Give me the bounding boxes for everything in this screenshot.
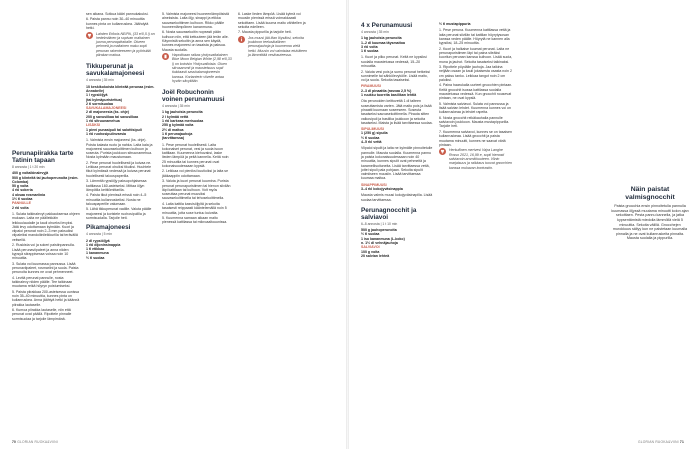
ingredient: 10 keskikokoista kiinteää perunaa (esim. Annabelle) [86,84,155,93]
recipe-title: 4 x Perunamuusi [361,22,413,29]
instruction-step: 1. Kuori ja pilko perunat. Keitä ne kypsiksi suolalla maustetussa vedessä, 15–20 minuuttia. [361,55,427,69]
ingredient: 500 g kiinteitä tai jauhoperunoita (esim. Colomba) [12,175,79,184]
instruction-step: 2. Leikkaa voi pieniksi kuutioiksi ja laita se jääkaappiin odottamaan. [162,169,229,178]
ingredient: 100 g voita [361,249,380,254]
page-footer [12,440,58,444]
ingredient: 1 rkl ruohosipulinvarsia [86,131,127,136]
instruction-step: 2. Pese perunat huolellisesti ja kuivaa ne. Leikkaa perunat ohuiksi tikuiksi. Huuhtele tikut kylmässä vedessä ja kuivaa perunat huolellisesti talouspaperilla. [86,160,152,178]
ingredient: 1 (250 g) sipulia [361,131,388,136]
right-page [349,0,696,449]
right-column-1 [361,22,433,258]
ingredient: 2 tl sormisuolaa [86,101,114,106]
ingredient: 2 l kylmää vettä [162,114,189,119]
ingredient: ½ tl suolaa [361,232,380,237]
ingredient-subheading: SAVUKALAMAJONEESI [86,106,127,111]
ingredient: 1 l rypsiöljyä [86,93,108,98]
instruction-step: 1. Pese peruna. Kuumenna kattilassa vettä ja laita perunat siivilän tai kattilan höyrytysosan kanssa veden päälle. Höyrytä ne kannen alla kypsiksi, 18–25 minuuttia. [439,28,511,46]
recipe-title: Perunagnocchit ja salviavoi [361,206,417,221]
left-column-2 [86,12,156,260]
instruction-step: 3. Ripottele pöydälle jauhoja. Jaa taikina neljään osaan ja kauli jokaisesta osasta noin 2 cm paksu tanko. Leikkaa tangot noin 2 cm paloiksi. [439,65,512,82]
left-page [0,0,347,449]
ingredient: 1 ruukku tuoreita basilikan lehtiä [361,93,417,98]
ingredient: 1 pieni punasipuli tai salottisipuli [86,127,142,132]
ingredient-subheading: PANNULLE [12,201,32,206]
left-column-3 [162,12,232,226]
ingredient: 400 g voitaikinalevyjä [12,171,49,176]
ingredient: ½ tl suolaa [361,135,380,140]
ingredient-subheading: LISÄKSI [86,123,100,128]
ingredient: 3 rkl voita [361,44,378,49]
instruction-step: 6. Nosta gnocchit reikäkauhalla pannulle salviavoin joukkoon. Mausta mustapippurilla. Tarjoile heti. [439,115,510,129]
instruction-step: 3. Valuta ja kuori perunat kuumina. Purista perunat perunapuristimen tai hienon siivilän läpi kattilaan tai kulhoon. Voit myös soseuttaa perunat muusiksi sauvasekoittimella tai tehosekoittimella. [162,179,231,201]
variation-title: PIRAMUUSI [361,84,381,89]
ingredient: 2 rkl voita [12,205,29,210]
ingredient: 1 iso kananmuna (L-koko) [361,236,405,241]
drink-tip-text: Hapokkaan raikas yhdysvaltalainen Blue Moon Belgian White (2,98 e/0,33 l) on kotoisin Yhdysvalloista. Oluen sitrusaromit ja mausteisuus sopii tiukkaasti savukalamajoneesin kanssa. Korianterin viivelle antaa hyvän sävyltään. [172,53,232,83]
instruction-step: 7. Kuumenna salviavoi, kunnes se on tasaisen kullanruskeaa. Lisää gnocchit ja paista muutama minuutti, kunnes ne saavat väriä pintaan. [439,129,512,147]
instruction-step: 5. Valmista majoneesi huoneenlämpöisistä aineksista. Laita öljy, sinappi ja etikka sauvasekoittimen kulhoon. Rikko päälle huoneenlämpöinen kananmuna. [162,12,229,29]
instruction-step: 3. Sulata voi kuumassa pannussa. Lisää perunaviipaleet, rosmariini ja suola. Paista perunoita kunnes ne ovat pehmenneet. [12,261,79,275]
ingredient: 1–2 dl kuumaa täysmaitoa [361,40,405,45]
ingredient: 4 oksaa rosmariinia [12,192,46,197]
magazine-title: GLORIAN RUOKA&VIINI [17,440,59,444]
ingredient-list [361,89,433,98]
instruction-step: 6. Laske lieden lämpöä. Lisää kylmä voi muusiin pienissä erissä voimakkaasti sekoittaen. Lisää kuuma maito vähitellen ja sekoita edelleen. [238,12,306,29]
ingredient: ½ tl mustapippuria [439,22,471,26]
ingredient: 1 kg jauhoisia perunoita [162,110,203,115]
magazine-title: GLORIAN RUOKA&VIINI [637,440,679,444]
instruction-step: 3. Lämmitä rypsiöljy paksupohjaisessa kattilassa 160-asteiseksi. Mittaa öljyn lämpötila keittiömittarilla. [86,179,147,192]
ingredient: (tarvittaessa) [162,136,185,141]
ingredient: 2 dl majoneesia (ks. ohje) [86,110,129,115]
recipe-title: Joël Robuchonin voinen perunamuusi [162,89,225,104]
ingredient-list [361,131,433,144]
ingredient: 1 tl perunajauhoja [162,131,193,136]
cooking-tip [238,36,308,57]
ingredient-list [361,187,433,191]
ingredient: 4 rkl sokeria [12,188,33,193]
instruction-step: 5. Valmista salviavoi. Sulata voi pannussa ja lisää salvian lehdet. Kuumenna kunnes voi on kullanruskeaa ja lehdet rapeita. [439,101,511,115]
variation-text: Viipaloi sipulit ja laita ne kylmälle pinnoitetulle pannulle. Mausta suolalla. Kuumenna pannu ja paista kokonaisuudessaan noin 40 minuuttia, kunnes sipulit ovat pehmeitä ja karamellisoituneita. Lisää tarvittaessa vettä, jottei sipuli pala pohjaan. Sekoita sipulit valmiiseen muusiin. Lisää tarvittaessa kuumaa maitoa. [361,146,433,181]
ingredient: 1 rkl dijoninsinappia [86,242,121,247]
instruction-step: 4. Levitä perunat pannulle, nosta taikinalevy niiden päälle. Tee taikinaan muutama reikä höyryn poistumiseksi. [12,275,73,289]
ingredient: 1 kananmuna [86,251,109,256]
beer-glass-icon [162,53,169,60]
recipe-servings: 4 annosta | 5 min [86,232,112,237]
ingredient-list [86,239,156,260]
instruction-step: 6. Kumoa piirakka lautaselle, niin että perunat ovat päällä. Ripottele pinnalle sormisuolaa ja tarjoile lämpimänä. [12,308,72,321]
variation-text: Ota perunoiden keittovettä 1 dl talteen soseuttamista varten. Jätä maito pois ja lisää pinaatti kuumaan soseeseen. Soseuta tasaiseksi sauvasekoittimella. Pirauta sitten valkosipuli ja basilika joukkoon ja sekoita tasaiseksi. Maista ja lisää tarvittaessa suolaa. [361,99,433,125]
ingredient: 250 g kylmää voita [162,123,194,128]
page-footer [638,440,684,444]
ingredient-list [12,171,80,210]
recipe-servings: 4 annosta | 35 min [162,104,190,109]
instruction-step: 6. Nosta sauvasekoitin nopeasti pään kulhoon niin, että kettuuteen jää terän alle. Käynnistä sekoitin ja anna sen käydä, kunnes majoneesi on tasaista ja paksua. Mausta suolalla. [162,30,229,52]
recipe-servings: 6–8 annosta | 1 t 10 min [361,221,398,226]
variation-text: Mausta valmis muusi kokojyväsinapilla. Lisää suolaa tarvittaessa. [361,193,433,202]
ingredient-list [361,228,433,258]
variation-title: SIPULIMUUSI [361,127,384,132]
ingredient: 3–4 rkl kokojyväsinappia [361,186,403,191]
sidebar-heading: Näin paistat valmisgnocchit [625,186,675,201]
instruction-step: 2. Valuta vesi pois ja sumu perunat hetkeksi sunnimelle tai sähkölevykölle. Lisää maito, voi ja suola. Sekoita tasaiseksi. [361,69,430,83]
ingredient: 2½ dl maitoa [162,127,184,132]
ingredient: 1 rkl sitruunamehua [86,119,120,124]
page-number: 70 [12,440,17,444]
ingredient: 4–5 rkl vettä [361,140,382,145]
instruction-step: 2. Kuori ja halkaise kuumat perunat. Laita ne perunapuristimen läpi tai paina sileäksi kuoritun perunan kanssa kulhoon. Lisää suola, muna ja jauhot. Sekoita tasaiseksi taikinaksi. [439,46,513,64]
ingredient: 1 tl etikkaa [86,247,105,252]
drink-tip-text: Lahden Erikois NEIPA, (33 e/0,5 l) on hedelmäinen ja sopivan maltainen juoma perunapiirakalle. Olueen pehmeä ja maltainen maku sopii perunan rakenteeseen ja pyöristää piirakan makua. [96,31,155,58]
ingredient: 500 g jauhoperunoita [361,228,397,233]
sidebar-body: Paista gnocchia ensin pinnoitetulla pannulla kuumassa öljyssä muutama minuutti kolon ajan sekoittaen. Pesta pannu kannella, ja jatka kypsentämistä miedolla lämmöllä vielä 5 minuuttia. Sekoita välillä. Gnocchejen murokkuus säilyy kun ne paistetaan kuumalla pinnalla ja ne ovat kullanruskeita pinnalta. Mausta suolalla ja pippurilla. [611,204,689,241]
ingredient: 1½ tl suolaa [12,197,33,202]
recipe-servings: 4 annosta | 35 min [361,30,389,34]
gnocchi-sidebar [611,186,689,241]
instruction-step: 1. Sulata taikinalevyt pakkauksensa ohjeen mukaan. Laita ne päällekkäin leikkuulaudalle ja kauli ohueksi levyksi. Jätä levy odottamaan kylmään. Kuori ja viipaloi perunat noin 2–3 mm paksuiksi viipaleiksi mandoliinileikkurilla tai terävällä veitsellä. [12,211,80,242]
wine-glass-icon [439,148,446,155]
instruction-step: 2. Ruskista voi ja sokeri paistinpannulla. Lisää perunaviipaleet ja anna niiden kypsyä siirappisessa voissa noin 10 minuuttia. [12,243,75,261]
info-icon [238,36,245,43]
right-column-2 [439,22,513,170]
recipe-servings: 4 annosta | 35 min [86,78,114,83]
ingredient-list [86,85,156,137]
ingredient-list [361,36,433,53]
ingredient: 2–3 dl pinaattia (rasvaa 2,5 %) [361,88,412,93]
drink-tip-text: Herkullinen merivesi Vajra Langhe Rosso 2021, 16,99 e, sopii hienosti salviavoin aromikkuuteen. Viinin marjaisuus ja raikkaus tuovat gnocchien kanssa mukavan kontrastin. [449,148,512,170]
ingredient: 50 g voita [12,184,29,189]
recipe-title: Pikamajoneesi [86,224,131,232]
instruction-step: sen aikana. Sotkua kääri pannukakuksi. [86,12,149,16]
page-number: 71 [679,440,684,444]
ingredient: n. 1½ dl vehnäjauhoja [361,241,398,246]
recipe-title: Perunapiirakka tarte Tatinin tapaan [12,150,74,164]
recipe-title: Tikkuperunat ja savukalamajoneesi [86,63,145,78]
left-column-1 [12,150,80,322]
ingredient: 20 salvian lehteä [361,253,390,258]
ingredient: 2 dl rypsiöljyä [86,238,110,243]
wine-glass-icon [86,32,93,39]
instruction-step: 5. Kuumenna samaan aikaan maito pienessä kattilassa tai mikroaaltouunissa. [162,216,228,225]
drink-tip [162,53,232,83]
instruction-step: 4. Laita kattila kasvisöljyltä ja sekoita tasaisesti reippaasti kääntelemällä noin 5 minuuttia, jotta sose tuntuu kuivalta. [162,201,227,215]
instruction-step: 5. Paista piirakkaa 200-asteisessa uunissa noin 35–40 minuuttia, kunnes pinta on kullanruskea. Anna jäähtyä hetki ja käännä piirakka lautaselle. [12,289,80,307]
drink-tip [86,32,156,58]
ingredient: 1 tl suolaa [361,49,379,54]
left-column-4 [238,12,308,57]
drink-tip [439,148,513,169]
ingredient: (tai kylmäpuristettua) [86,97,122,102]
ingredient: 1 rkl karkeaa merisuolaa [162,119,204,124]
instruction-step: 4. Paina haarukalla uurteet gnocchien pintaan. Keitä gnocchit isossa kattilassa suolalla maustetussa vedessä. Kun gnocchit nousevat pintaan, ne ovat kypsiä. [439,83,513,101]
ingredient-list [162,110,232,140]
cooking-tip-text: Jos muusi jää liian löysäksi, sekoita joukkoon teelusikallinen perunajauhoja ja kuumenna vielä hetki. Muusin voi valmistaa etukäteen ja lämmittää vesihauteessa. [248,35,307,58]
recipe-servings: 8 annosta | 1 t 20 min [12,165,45,169]
ingredient: 200 g savusiikaa tai savusilkaa [86,114,139,119]
instruction-step: 6. Paista pannu noin 30–40 minuuttia kunnes pinta on kullanruskea. Jäähdytä hetki. [86,17,149,31]
ingredient: ½ tl suolaa [86,255,105,260]
ingredient: 1 kg jauhoisia perunoita [361,36,402,41]
instruction-step: 5. Lähä tikkuperunat vadille. Valuta päälle majoneesi ja koristele ruohosipulilla ja sormisuolalla. Tarjoile heti. [86,207,152,220]
variation-title: SINAPPIMUUSI [361,182,387,187]
instruction-step: 7. Mausta pippurilla ja tarjoile heti. [238,30,292,35]
ingredient-subheading: SALVIAVOI [361,245,380,250]
instruction-step: 1. Pese perunat huolellisesti. Laita kokonaiset perunat, vesi ja suola isoon kattilaan. Kuumenna kiehuvaksi, laske lieden lämpöä ja peitä kannella. Keitä noin 25 minuuttia tai kunnes perunat ovat kokonaisuudessaan kypsiä. [162,142,229,168]
instruction-step: 4. Paista tikut pienissä erissä noin 4–5 minuuttia kullanruskeiksi. Nosta ne talouspaperille valumaan. [86,193,147,206]
instruction-step: 1. Valmista ensin majoneesi (ks. ohje). Poista kalasta ruoto ja nahka. Laita kala ja majoneesi sauvasekoittimen kulhoon ja soseuta. Purista joukkoon sitruunamehua. Nosta kylmään maustumaan. [86,138,153,160]
